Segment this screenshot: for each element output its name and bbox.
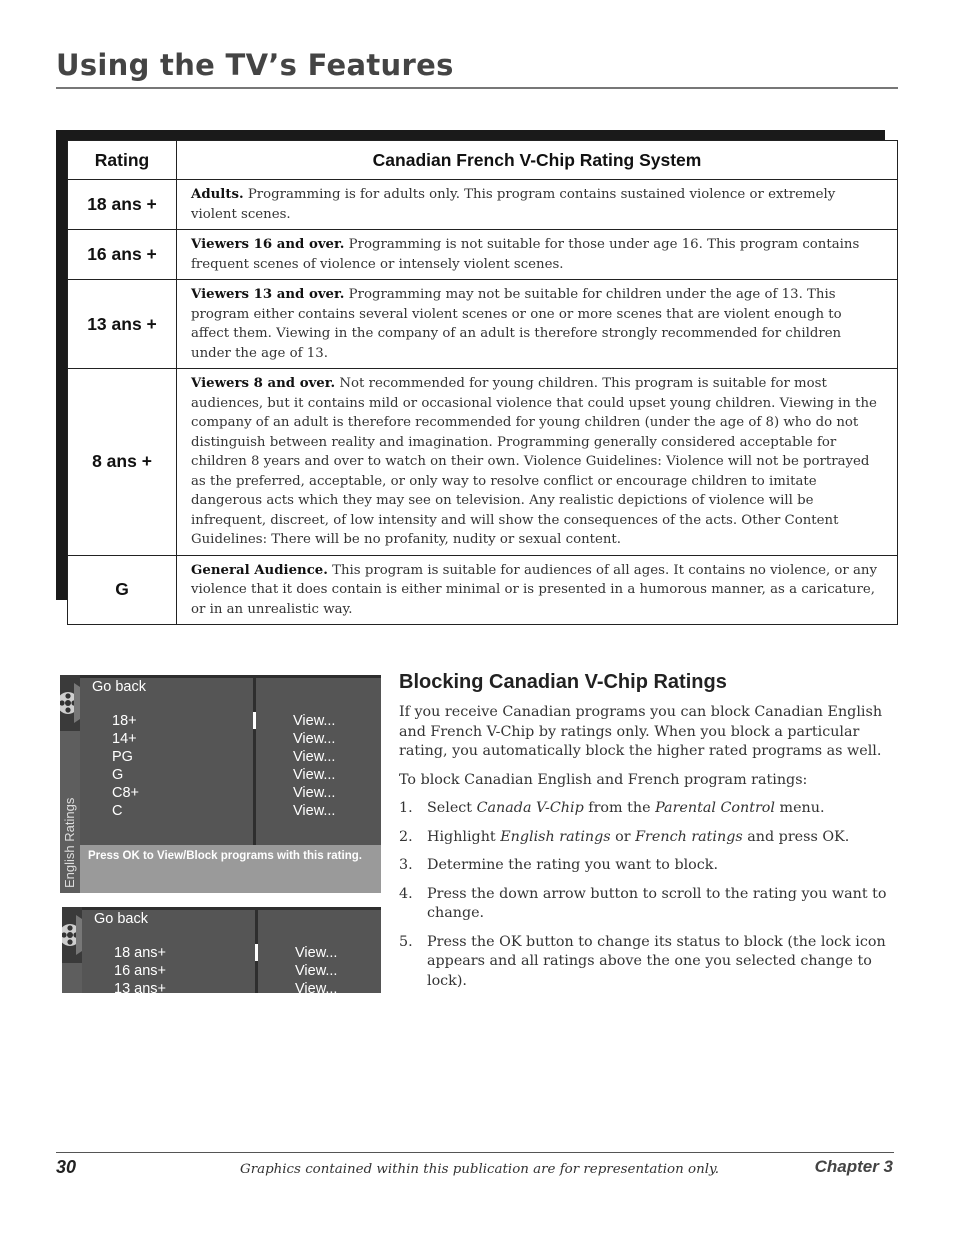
view-list [293,713,335,820]
description-text: Not recommended for young children. This program is suitable for most audiences, but it contains mild or occasional violence that could upset young children. Viewing in the company of an adult is therefore recommended for young children (under the age of 8) who do not distinguish between reality and imagination. Programming generally considered acceptable for children 8 years and over to watch on their own. Violence Guidelines: Violence will not be portrayed as the preferred, acceptable, or only way to resolve conflict or encourage children to imitate dangerous acts which they may see on television. Any realistic depictions of violence will be infrequent, discreet, of low intensity and will show the consequences of the acts. Other Content Guidelines: There will be no profanity, nudity or sexual content. [191,376,877,547]
view-link[interactable]: View... [295,962,338,979]
footer-rule [56,1152,894,1153]
step-number: 3. [399,857,413,873]
step-text: from the [583,800,656,816]
rating-list [112,713,139,820]
selection-cursor [255,944,258,961]
description-cell [177,180,898,230]
rating-item[interactable]: 14+ [112,730,137,747]
rating-list [114,945,166,993]
rating-cell: 18 ans + [68,180,177,230]
step-text: English ratings [500,828,611,845]
section-body [399,703,889,991]
rating-item[interactable]: 18+ [112,713,137,729]
steps-list [399,799,889,991]
description-cell [177,230,898,280]
film-reel-icon [60,675,80,731]
table-row [68,230,898,280]
rating-cell: G [68,555,177,625]
step-text: Press the down arrow button to scroll to the rating you want to change. [427,885,887,921]
table-row [68,180,898,230]
selection-cursor [253,712,256,729]
description-cell [177,555,898,625]
menu-hint: Press OK to View/Block programs with this rating. [80,845,381,893]
step-text: Determine the rating you want to block. [427,857,718,873]
chapter-label: Chapter 3 [814,1157,893,1176]
page-title: Using the TV’s Features [56,48,454,82]
step-text: Parental Control [655,800,775,816]
french-ratings-menu [62,907,381,993]
film-reel-icon [62,907,82,963]
step-item [399,856,889,876]
rating-item[interactable]: C [112,802,123,819]
view-link[interactable]: View... [293,766,336,783]
step-text: menu. [774,800,825,816]
step-text: or [610,828,636,845]
step-item [399,799,889,819]
description-cell [177,280,898,369]
table-row [68,280,898,369]
description-text: Programming may not be suitable for children under the age of 13. This program either contains several violent scenes or one or more scenes that are violent enough to affect them. Viewing in the company of an adult is therefore strongly recommended for children under the age of 13. [191,287,842,361]
rating-cell: 16 ans + [68,230,177,280]
go-back-item[interactable]: Go back [94,911,148,927]
view-link[interactable]: View... [295,945,338,961]
step-text: French ratings [635,828,743,845]
step-item [399,828,889,848]
description-lead: Adults. [191,187,244,202]
view-link[interactable]: View... [293,713,336,729]
step-number: 4. [399,885,413,902]
step-text: Press the OK button to change its status to block (the lock icon appears and all ratings above the one you selected change to lock). [427,933,886,989]
step-number: 5. [399,933,413,950]
rating-item[interactable]: 18 ans+ [114,945,167,961]
rating-item[interactable]: 16 ans+ [114,962,167,979]
view-link[interactable]: View... [295,980,338,993]
rating-table [67,140,898,625]
description-text: This program is suitable for audiences of all ages. It contains no violence, or any violence that it does contain is either minimal or is presented in a humorous manner, as a caricature, or in an unrealistic way. [191,562,877,617]
step-text: and press OK. [742,828,850,845]
column-header-description: Canadian French V-Chip Rating System [177,141,898,180]
view-list [295,945,337,993]
description-text: Programming is not suitable for those under age 16. This program contains frequent scenes of violence or intensely violent scenes. [191,237,860,272]
go-back-item[interactable]: Go back [92,679,146,695]
view-link[interactable]: View... [293,802,336,819]
menu-side-label: English Ratings [62,797,77,888]
description-lead: General Audience. [191,562,328,578]
description-lead: Viewers 8 and over. [191,376,336,391]
description-lead: Viewers 16 and over. [191,237,345,252]
description-text: Programming is for adults only. This program contains sustained violence or extremely violent scenes. [191,187,836,222]
rating-item[interactable]: G [112,766,124,783]
rating-cell: 8 ans + [68,369,177,556]
description-lead: Viewers 13 and over. [191,287,345,302]
description-cell [177,369,898,556]
view-link[interactable]: View... [293,784,336,801]
table-row [68,555,898,625]
menu-divider [253,675,256,845]
rating-item[interactable]: C8+ [112,784,140,801]
step-text: Select [427,800,477,816]
menu-top-line [80,675,381,678]
step-number: 2. [399,828,413,845]
view-link[interactable]: View... [293,748,336,765]
table-row [68,369,898,556]
table-header-row [68,141,898,180]
english-ratings-menu [60,675,381,893]
page-number: 30 [56,1157,77,1177]
section-heading: Blocking Canadian V-Chip Ratings [399,671,727,693]
step-number: 1. [399,800,413,816]
step-item [399,885,889,924]
rating-item[interactable]: 13 ans+ [114,980,167,993]
view-link[interactable]: View... [293,730,336,747]
column-header-rating: Rating [68,141,177,180]
rating-item[interactable]: PG [112,748,133,765]
lead-paragraph: To block Canadian English and French program ratings: [399,771,808,788]
footer-note: Graphics contained within this publication are for representation only. [240,1162,720,1177]
step-text: Canada V-Chip [476,800,584,816]
step-text: Highlight [427,828,501,845]
rating-cell: 13 ans + [68,280,177,369]
step-item [399,933,889,992]
title-rule [56,87,898,89]
menu-top-line [82,907,381,910]
intro-paragraph: If you receive Canadian programs you can block Canadian English and French V-Chip by ratings only. When you block a particular rating, you automatically block the higher rated programs as well. [399,704,883,759]
